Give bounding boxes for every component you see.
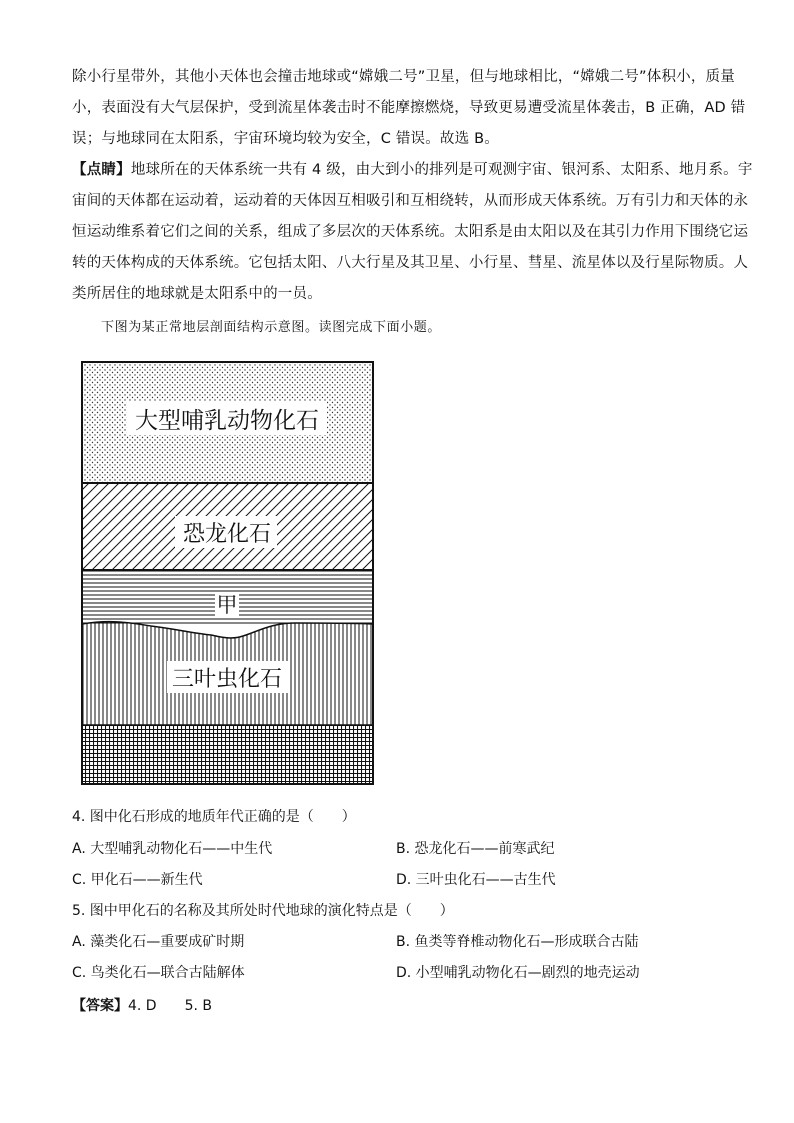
answer-tag: 【答案】 (72, 998, 128, 1014)
strata-label-jia: 甲 (216, 593, 238, 617)
question-5-option-d: D. 小型哺乳动物化石—剧烈的地壳运动 (396, 965, 640, 981)
analysis-paragraph (72, 62, 746, 155)
strata-label-mammal: 大型哺乳动物化石 (135, 408, 319, 434)
figure-intro: 下图为某正常地层剖面结构示意图。读图完成下面小题。 (101, 320, 442, 335)
strata-diagram (81, 361, 374, 785)
strata-label-dinosaur: 恐龙化石 (182, 522, 272, 547)
comment-line (72, 155, 753, 186)
question-4-option-a: A. 大型哺乳动物化石——中生代 (72, 841, 273, 857)
comment-tag: 【点睛】 (72, 162, 131, 178)
question-5-option-a: A. 藻类化石—重要成矿时期 (72, 934, 245, 950)
analysis-line: 除小行星带外，其他小天体也会撞击地球或“嫦娥二号”卫星，但与地球相比，“嫦娥二号”体积小，质量 (72, 69, 735, 85)
question-5-option-c: C. 鸟类化石—联合古陆解体 (72, 965, 245, 981)
comment-line: 转的天体构成的天体系统。它包括太阳、八大行星及其卫星、小行星、彗星、流星体以及行星际物质。人 (72, 255, 749, 271)
question-4-stem: 4. 图中化石形成的地质年代正确的是（ ） (72, 809, 356, 825)
question-4-option-c: C. 甲化石——新生代 (72, 872, 203, 888)
comment-first-line: 地球所在的天体系统一共有 4 级，由大到小的排列是可观测宇宙、银河系、太阳系、地月系。宇 (130, 162, 753, 178)
strata-layer-bottom (82, 725, 373, 784)
comment-paragraph (72, 155, 753, 310)
question-5-option-b: B. 鱼类等脊椎动物化石—形成联合古陆 (396, 934, 639, 950)
analysis-line: 误；与地球同在太阳系，宇宙环境均较为安全，C 错误。故选 B。 (72, 131, 499, 147)
answer-text: 4. D 5. B (128, 998, 212, 1014)
comment-line: 宙间的天体都在运动着，运动着的天体因互相吸引和互相绕转，从而形成天体系统。万有引力和天体的永 (72, 193, 749, 209)
comment-line: 恒运动维系着它们之间的关系，组成了多层次的天体系统。太阳系是由太阳以及在其引力作用下围绕它运 (72, 224, 749, 240)
question-4-option-b: B. 恐龙化石——前寒武纪 (396, 841, 555, 857)
answer-line (72, 995, 212, 1015)
question-5-stem: 5. 图中甲化石的名称及其所处时代地球的演化特点是（ ） (72, 903, 454, 919)
question-4-option-d: D. 三叶虫化石——古生代 (396, 872, 556, 888)
comment-line: 类所居住的地球就是太阳系中的一员。 (72, 286, 322, 302)
analysis-line: 小，表面没有大气层保护，受到流星体袭击时不能摩擦燃烧，导致更易遭受流星体袭击，B 正确，AD 错 (72, 100, 746, 116)
strata-label-trilobite: 三叶虫化石 (171, 667, 283, 692)
